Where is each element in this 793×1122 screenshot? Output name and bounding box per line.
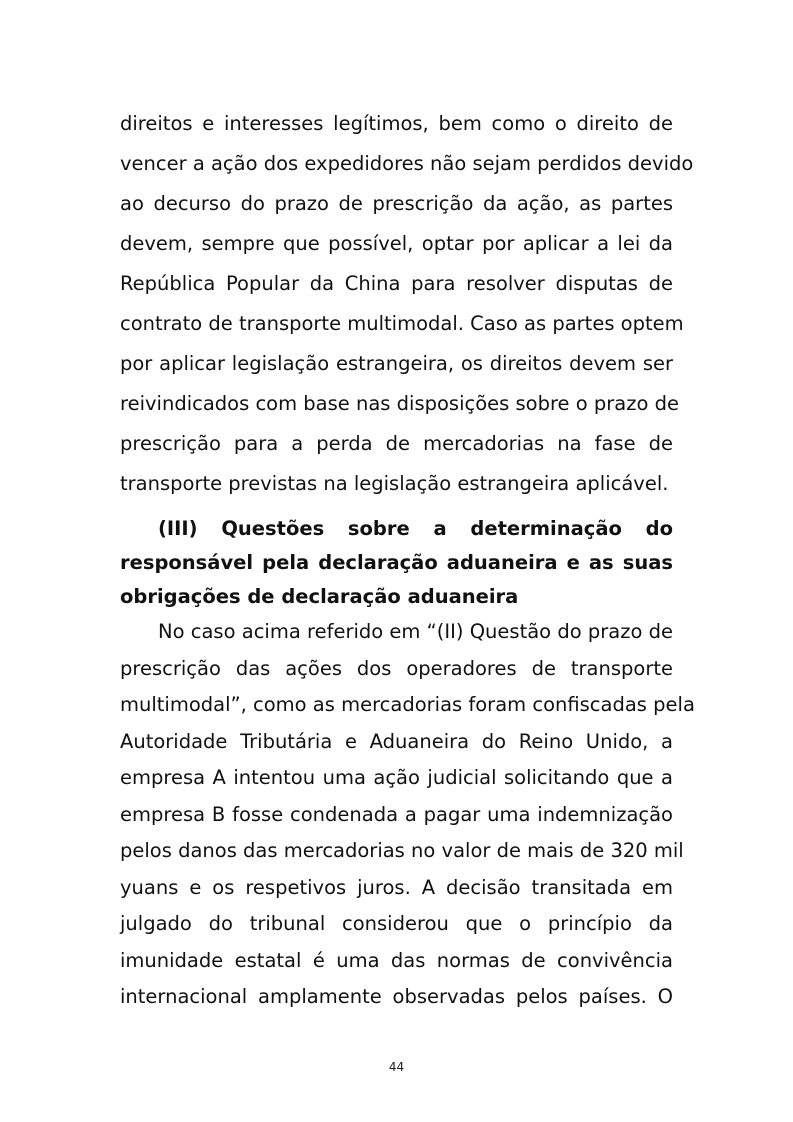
paragraph-1 (120, 104, 694, 504)
section-heading (120, 512, 673, 614)
text-line: Autoridade Tributária e Aduaneira do Reino Unido, a (120, 729, 673, 753)
text-line: ao decurso do prazo de prescrição da ação, as partes (120, 192, 673, 215)
text-line: yuans e os respetivos juros. A decisão transitada em (120, 875, 673, 899)
text-line: multimodal”, como as mercadorias foram confiscadas pela (120, 693, 695, 716)
text-line: julgado do tribunal considerou que o princípio da (120, 912, 673, 935)
text-line: contrato de transporte multimodal. Caso as partes optem (120, 312, 684, 335)
text-line: empresa B fosse condenada a pagar uma indemnização (120, 802, 673, 826)
text-line: prescrição das ações dos operadores de transporte (120, 656, 673, 680)
text-line: devem, sempre que possível, optar por aplicar a lei da (120, 232, 673, 255)
text-line: imunidade estatal é uma das normas de convivência (120, 948, 673, 972)
text-line: por aplicar legislação estrangeira, os direitos devem ser (120, 352, 673, 375)
text-line: direitos e interesses legítimos, bem como o direito de (120, 112, 673, 135)
paragraph-2 (120, 614, 695, 1016)
document-page (120, 104, 695, 1016)
text-line: empresa A intentou uma ação judicial solicitando que a (120, 766, 673, 789)
text-line: pelos danos das mercadorias no valor de mais de 320 mil (120, 839, 684, 862)
heading-line: obrigações de declaração aduaneira (120, 585, 519, 608)
text-line: internacional amplamente observadas pelos países. O (120, 985, 673, 1008)
text-line: No caso acima referido em “(II) Questão do prazo de (158, 620, 673, 643)
text-line: vencer a ação dos expedidores não sejam perdidos devido (120, 152, 694, 175)
text-line: prescrição para a perda de mercadorias na fase de (120, 432, 673, 455)
page-number: 44 (388, 1060, 405, 1074)
text-line: reivindicados com base nas disposições sobre o prazo de (120, 392, 679, 415)
heading-line: (III) Questões sobre a determinação do (158, 517, 673, 540)
text-line: transporte previstas na legislação estrangeira aplicável. (120, 472, 669, 495)
heading-line: responsável pela declaração aduaneira e as suas (120, 551, 673, 574)
text-line: República Popular da China para resolver disputas de (120, 272, 673, 295)
